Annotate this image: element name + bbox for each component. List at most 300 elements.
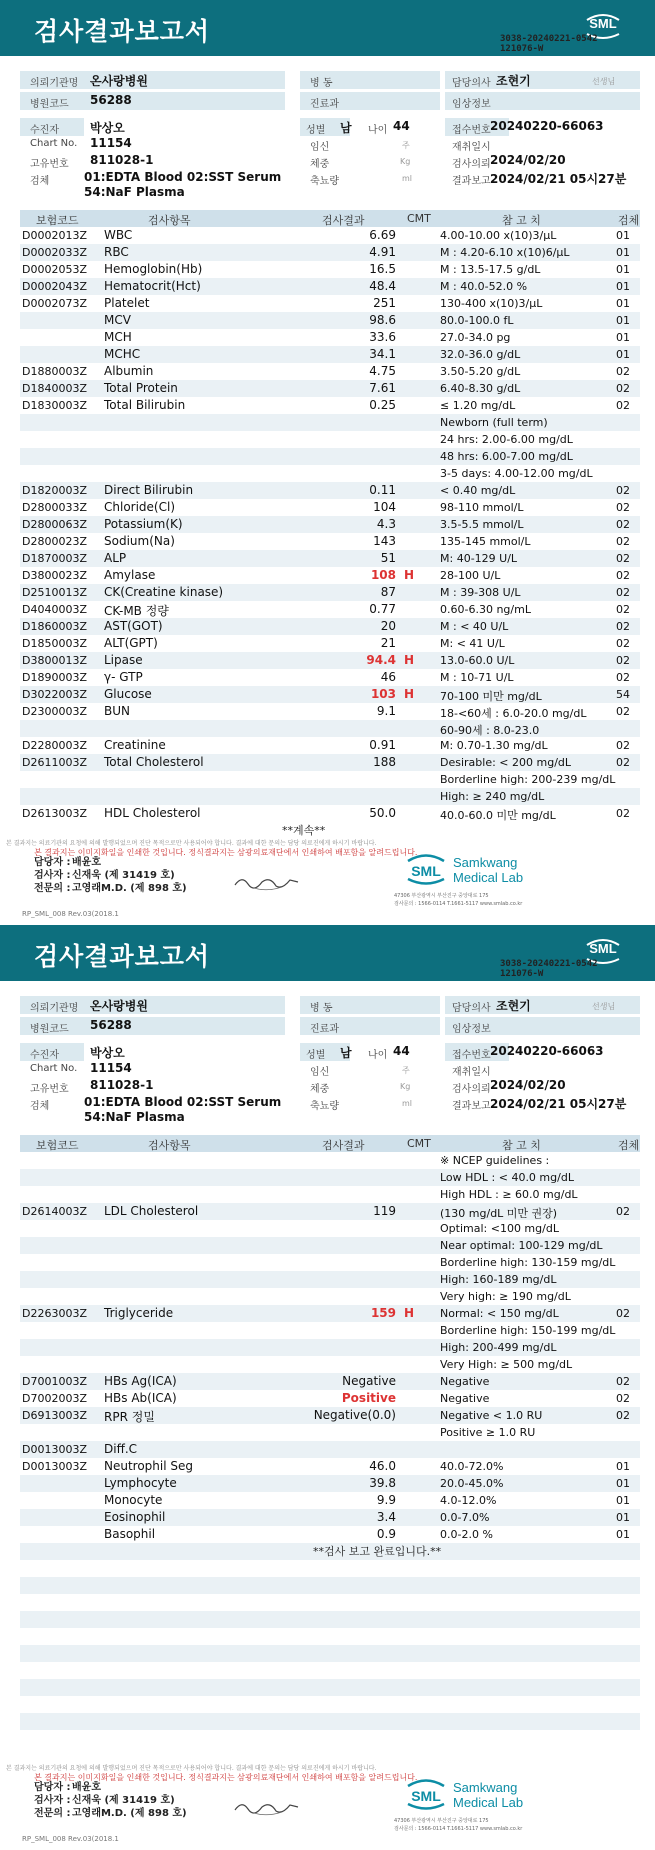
doctor-value: 조현기 [496,999,531,1013]
reference-range: Borderline high: 200-239 mg/dL [440,773,616,786]
specimen-code: 02 [616,654,630,667]
test-result: 7.61 [369,381,396,395]
table-row [20,1169,640,1186]
manager-label: 담당자 : [34,1782,71,1793]
test-code: D2263003Z [22,1307,87,1320]
test-code: D0002043Z [22,280,87,293]
age-label: 나이 [368,1050,388,1061]
table-row [20,1577,640,1594]
specimen-code: 02 [616,756,630,769]
reference-range: 40.0-72.0% [440,1460,504,1473]
results-table-header [20,1135,640,1152]
col-cmt-header: CMT [407,1137,431,1150]
reference-range: Normal: < 150 mg/dL [440,1307,559,1320]
reference-range: 28-100 U/L [440,569,501,582]
test-result: 188 [373,755,396,769]
reference-range: 0.0-7.0% [440,1511,490,1524]
specimen-value-1: 01:EDTA Blood 02:SST Serum [84,170,282,184]
sml-footer-logo-icon [404,1777,448,1811]
table-row [20,1322,640,1339]
reference-range: ≤ 1.20 mg/dL [440,399,516,412]
reference-range: High HDL : ≥ 60.0 mg/dL [440,1188,578,1201]
table-row [20,295,640,312]
table-row [20,278,640,295]
lab-address: 47306 부산광역시 부산진구 중앙대로 175 [394,893,489,899]
reference-range: M : 39-308 U/L [440,586,521,599]
test-name: Diff.C [104,1442,138,1456]
hospital-code-value: 56288 [90,93,132,107]
doc-id-main: 3038-20240221-0542 [500,959,598,969]
clinical-label: 임상정보 [452,99,491,110]
test-result: 33.6 [369,330,396,344]
reference-range: 24 hrs: 2.00-6.00 mg/dL [440,433,573,446]
test-code: D2800023Z [22,535,87,548]
age-label: 나이 [368,125,388,136]
test-name: HDL Cholesterol [104,806,201,820]
col-name-header: 검사항목 [148,1139,191,1152]
test-code: D2800063Z [22,518,87,531]
high-flag: H [404,568,415,582]
request-value: 2024/02/20 [490,1078,566,1092]
test-name: CK-MB 정량 [104,604,169,618]
test-result: Positive [341,1391,396,1405]
clinical-label: 임상정보 [452,1024,491,1035]
test-name: Neutrophil Seg [104,1459,194,1473]
patient-value: 박상오 [90,121,125,135]
specimen-label: 검체 [30,1101,50,1112]
table-row [20,516,640,533]
reference-range: 80.0-100.0 fL [440,314,514,327]
reference-range: M : 40.0-52.0 % [440,280,528,293]
table-row [20,1271,640,1288]
col-result-header: 검사결과 [322,1139,365,1152]
table-row [20,1713,640,1730]
test-code: D1830003Z [22,399,87,412]
pregnancy-label: 임신 [310,142,330,153]
doctor-label: 담당의사 [452,1003,491,1014]
specimen-code: 02 [616,501,630,514]
reference-range: 135-145 mmol/L [440,535,531,548]
result-label: 결과보고 [452,176,491,187]
reference-range: 60-90세 : 8.0-23.0 [440,724,540,737]
test-result: 4.3 [376,517,396,531]
reference-range: Positive ≥ 1.0 RU [440,1426,536,1439]
tester-value: 신재욱 (제 31419 호) [72,1795,175,1806]
col-ref-header: 참 고 치 [502,214,541,227]
reference-range: M : 4.20-6.10 x(10)6/μL [440,246,570,259]
receipt-value: 20240220-66063 [490,119,604,133]
table-row [20,1560,640,1577]
reference-range: Newborn (full term) [440,416,548,429]
id-value: 811028-1 [90,1078,154,1092]
test-result: 34.1 [369,347,396,361]
table-row [20,312,640,329]
receipt-label: 접수번호 [452,125,491,136]
col-ref-header: 참 고 치 [502,1139,541,1152]
test-result: 119 [373,1204,396,1218]
chart-label: Chart No. [30,138,78,149]
test-name: Platelet [104,296,150,310]
table-row [20,329,640,346]
test-name: MCH [104,330,132,344]
doctor-suffix: 선생님 [592,1002,616,1011]
tester-label: 검사자 : [34,870,71,881]
test-result: 251 [373,296,396,310]
doc-id-sub: 121076-W [500,44,544,54]
test-result: 0.91 [369,738,396,752]
reference-range: 4.00-10.00 x(10)3/μL [440,229,557,242]
test-name: ALP [104,551,127,565]
test-code: D0002033Z [22,246,87,259]
specimen-code: 02 [616,569,630,582]
test-code: D3800013Z [22,654,87,667]
reference-range: Near optimal: 100-129 mg/dL [440,1239,603,1252]
reference-range: 4.0-12.0% [440,1494,497,1507]
test-code: D0002053Z [22,263,87,276]
table-row [20,1254,640,1271]
test-name: Triglyceride [104,1306,174,1320]
result-value: 2024/02/21 05시27분 [490,1097,627,1111]
test-name: CK(Creatine kinase) [104,585,224,599]
tester-value: 신재욱 (제 31419 호) [72,870,175,881]
table-row [20,788,640,805]
reference-range: M: 40-129 U/L [440,552,518,565]
specimen-code: 01 [616,348,630,361]
specimen-code: 02 [616,671,630,684]
test-result: 94.4 [366,653,396,667]
test-result: 46.0 [369,1459,396,1473]
test-code: D1850003Z [22,637,87,650]
table-row [20,346,640,363]
reference-range: M: < 41 U/L [440,637,505,650]
test-result: 98.6 [369,313,396,327]
test-code: D6913003Z [22,1409,87,1422]
result-label: 결과보고 [452,1101,491,1112]
test-result: 143 [373,534,396,548]
urine-label: 축뇨량 [310,1101,339,1112]
col-name-header: 검사항목 [148,214,191,227]
test-result: 6.69 [369,228,396,242]
reference-range: 13.0-60.0 U/L [440,654,515,667]
test-result: 4.91 [369,245,396,259]
document-id [500,959,598,979]
table-row [20,1339,640,1356]
specimen-code: 01 [616,331,630,344]
reference-range: Optimal: <100 mg/dL [440,1222,559,1235]
table-row [20,482,640,499]
reference-range: High: ≥ 240 mg/dL [440,790,545,803]
test-name: Lymphocyte [104,1476,177,1490]
reference-range: 18-<60세 : 6.0-20.0 mg/dL [440,707,587,720]
table-row [20,1662,640,1679]
sex-value: 남 [340,1046,352,1060]
test-result: Negative(0.0) [313,1408,396,1422]
test-name: Amylase [104,568,156,582]
table-row [20,1594,640,1611]
table-row [20,1509,640,1526]
test-code: D0002013Z [22,229,87,242]
table-row [20,414,640,431]
reference-range: M : < 40 U/L [440,620,509,633]
test-code: D0013003Z [22,1443,87,1456]
table-row [20,448,640,465]
footer-disclaimer: 본 결과지는 의료기관의 요청에 의해 발행되었으며 진단 목적으로만 사용되어야 합니다. 결과에 대한 문의는 담당 의료진에게 하시기 바랍니다. [6,1765,377,1772]
results-table-header [20,210,640,227]
reference-range: 20.0-45.0% [440,1477,504,1490]
request-value: 2024/02/20 [490,153,566,167]
institution-label: 의뢰기관명 [30,78,79,89]
test-result: 21 [380,636,396,650]
table-row [20,703,640,720]
table-row [20,1730,640,1747]
retest-label: 재취일시 [452,1067,491,1078]
test-name: Total Protein [104,381,178,395]
test-code: D2280003Z [22,739,87,752]
reference-range: Negative < 1.0 RU [440,1409,543,1422]
footer-print-note: 본 결과지는 이미지화일을 인쇄한 것입니다. 정식결과지는 삼광의료재단에서 인쇄하여 배포함을 알려드립니다. [34,1773,418,1782]
test-result: 103 [370,687,396,701]
svg-text:SML: SML [411,1788,441,1804]
table-row [20,754,640,771]
doctor-suffix: 선생님 [592,77,616,86]
test-name: HBs Ag(ICA) [104,1374,177,1388]
specimen-code: 02 [616,620,630,633]
specimen-code: 01 [616,314,630,327]
test-code: D3800023Z [22,569,87,582]
test-code: D1880003Z [22,365,87,378]
table-row [20,1220,640,1237]
specimen-code: 02 [616,1409,630,1422]
report-title: 검사결과보고서 [34,17,211,46]
table-row [20,1441,640,1458]
specimen-code: 02 [616,1205,630,1218]
specimen-label: 검체 [30,176,50,187]
reference-range: Very High: ≥ 500 mg/dL [440,1358,573,1371]
test-result: 159 [370,1306,396,1320]
test-code: D1860003Z [22,620,87,633]
reference-range: Very high: ≥ 190 mg/dL [440,1290,571,1303]
table-row [20,533,640,550]
end-note: **계속** [282,824,326,837]
table-row [20,1152,640,1169]
specimen-code: 01 [616,1477,630,1490]
col-specimen-header: 검체 [618,214,640,227]
table-row [20,601,640,618]
reference-range: M: 0.70-1.30 mg/dL [440,739,548,752]
specimen-code: 01 [616,1511,630,1524]
receipt-label: 접수번호 [452,1050,491,1061]
end-note: **검사 보고 완료입니다.** [313,1545,442,1558]
test-name: Lipase [104,653,143,667]
id-label: 고유번호 [30,1084,69,1095]
logo-label: SML [589,941,617,956]
patient-label: 수진자 [30,1050,59,1061]
specimen-code: 02 [616,739,630,752]
sex-label: 성별 [306,1050,326,1061]
table-row [20,1390,640,1407]
test-result: 87 [380,585,396,599]
test-result: 51 [380,551,396,565]
test-name: Direct Bilirubin [104,483,194,497]
col-code-header: 보험코드 [36,1139,79,1152]
test-name: Total Cholesterol [104,755,204,769]
id-label: 고유번호 [30,159,69,170]
col-specimen-header: 검체 [618,1139,640,1152]
reference-range: Desirable: < 200 mg/dL [440,756,572,769]
reference-range: 70-100 미만 mg/dL [440,690,542,703]
reference-range: ※ NCEP guidelines : [440,1154,550,1167]
test-code: D0002073Z [22,297,87,310]
specimen-code: 02 [616,705,630,718]
test-name: Hematocrit(Hct) [104,279,201,293]
reference-range: 3-5 days: 4.00-12.00 mg/dL [440,467,593,480]
table-row [20,1288,640,1305]
test-name: Sodium(Na) [104,534,175,548]
patient-value: 박상오 [90,1046,125,1060]
reference-range: 130-400 x(10)3/μL [440,297,543,310]
sex-label: 성별 [306,125,326,136]
table-row [20,1203,640,1220]
table-row [20,244,640,261]
brand-name-1: Samkwang [453,1780,518,1795]
urine-unit: ml [402,174,413,183]
specimen-code: 01 [616,1528,630,1541]
test-name: Potassium(K) [104,517,183,531]
weight-label: 체중 [310,1084,330,1095]
specimen-code: 01 [616,229,630,242]
reference-range: < 0.40 mg/dL [440,484,516,497]
table-row [20,669,640,686]
table-row [20,771,640,788]
table-row [20,686,640,703]
specimen-code: 02 [616,484,630,497]
specimen-code: 01 [616,1460,630,1473]
dept-label: 진료과 [310,99,339,110]
age-value: 44 [393,1044,410,1058]
footer-disclaimer: 본 결과지는 의료기관의 요청에 의해 발행되었으며 진단 목적으로만 사용되어야 합니다. 결과에 대한 문의는 담당 의료진에게 하시기 바랍니다. [6,840,377,847]
table-row [20,584,640,601]
table-row [20,720,640,737]
result-value: 2024/02/21 05시27분 [490,172,627,186]
table-row [20,1373,640,1390]
high-flag: H [404,687,415,701]
test-code: D1890003Z [22,671,87,684]
specialist-label: 전문의 : [34,1808,71,1819]
test-name: BUN [104,704,130,718]
specimen-value-1: 01:EDTA Blood 02:SST Serum [84,1095,282,1109]
lab-contact: 검사문의 : 1566-0114 T.1661-5117 www.smlab.co.kr [394,901,523,907]
specimen-code: 02 [616,382,630,395]
table-row [20,652,640,669]
test-result: 104 [373,500,396,514]
reference-range: 3.5-5.5 mmol/L [440,518,524,531]
specimen-code: 02 [616,1307,630,1320]
patient-label: 수진자 [30,125,59,136]
test-code: D2800033Z [22,501,87,514]
test-code: D4040003Z [22,603,87,616]
test-result: 46 [380,670,396,684]
chart-value: 11154 [90,1061,132,1075]
test-result: Negative [342,1374,396,1388]
id-value: 811028-1 [90,153,154,167]
specimen-value-2: 54:NaF Plasma [84,1110,185,1124]
reference-range: 27.0-34.0 pg [440,331,511,344]
reference-range: Borderline high: 130-159 mg/dL [440,1256,616,1269]
test-code: D2614003Z [22,1205,87,1218]
test-name: MCHC [104,347,141,361]
col-result-header: 검사결과 [322,214,365,227]
reference-range: 48 hrs: 6.00-7.00 mg/dL [440,450,573,463]
reference-range: (130 mg/dL 미만 권장) [440,1207,558,1220]
specimen-code: 02 [616,807,630,820]
table-row [20,1186,640,1203]
test-name: LDL Cholesterol [104,1204,199,1218]
reference-range: 32.0-36.0 g/dL [440,348,521,361]
specialist-value: 고영래M.D. (제 898 호) [72,883,187,894]
test-code: D7002003Z [22,1392,87,1405]
test-name: RPR 정밀 [104,1410,155,1424]
table-row [20,1628,640,1645]
high-flag: H [404,1306,415,1320]
specialist-label: 전문의 : [34,883,71,894]
form-revision: RP_SML_008 Rev.03(2018.1 [22,1835,119,1843]
chart-value: 11154 [90,136,132,150]
specimen-code: 02 [616,552,630,565]
table-row [20,1679,640,1696]
table-row [20,737,640,754]
table-row [20,227,640,244]
test-result: 20 [380,619,396,633]
brand-name-2: Medical Lab [453,870,524,885]
weight-unit: Kg [400,157,411,166]
request-label: 검사의뢰 [452,159,491,170]
test-result: 9.1 [376,704,396,718]
sml-footer-logo-icon [404,852,448,886]
test-result: 16.5 [369,262,396,276]
table-row [20,618,640,635]
logo-label: SML [589,16,617,31]
table-row [20,1407,640,1424]
manager-label: 담당자 : [34,857,71,868]
manager-value: 배윤호 [72,857,101,868]
footer-print-note: 본 결과지는 이미지화일을 인쇄한 것입니다. 정식결과지는 삼광의료재단에서 인쇄하여 배포함을 알려드립니다. [34,848,418,857]
reference-range: 40.0-60.0 미만 mg/dL [440,809,556,822]
institution-value: 온사랑병원 [90,999,148,1013]
report-page-2 [0,925,655,1850]
table-row [20,1424,640,1441]
reference-range: M : 13.5-17.5 g/dL [440,263,541,276]
reference-range: Borderline high: 150-199 mg/dL [440,1324,616,1337]
reference-range: Low HDL : < 40.0 mg/dL [440,1171,574,1184]
test-name: RBC [104,245,129,259]
dept-label: 진료과 [310,1024,339,1035]
table-row [20,1492,640,1509]
weight-unit: Kg [400,1082,411,1091]
reference-range: 98-110 mmol/L [440,501,524,514]
table-row [20,1645,640,1662]
table-row [20,550,640,567]
specimen-code: 02 [616,637,630,650]
test-name: Albumin [104,364,154,378]
brand-name-1: Samkwang [453,855,518,870]
reference-range: M : 10-71 U/L [440,671,514,684]
test-name: WBC [104,228,133,242]
specimen-code: 02 [616,586,630,599]
test-name: Monocyte [104,1493,163,1507]
specimen-code: 02 [616,365,630,378]
specimen-code: 02 [616,518,630,531]
high-flag: H [404,653,415,667]
